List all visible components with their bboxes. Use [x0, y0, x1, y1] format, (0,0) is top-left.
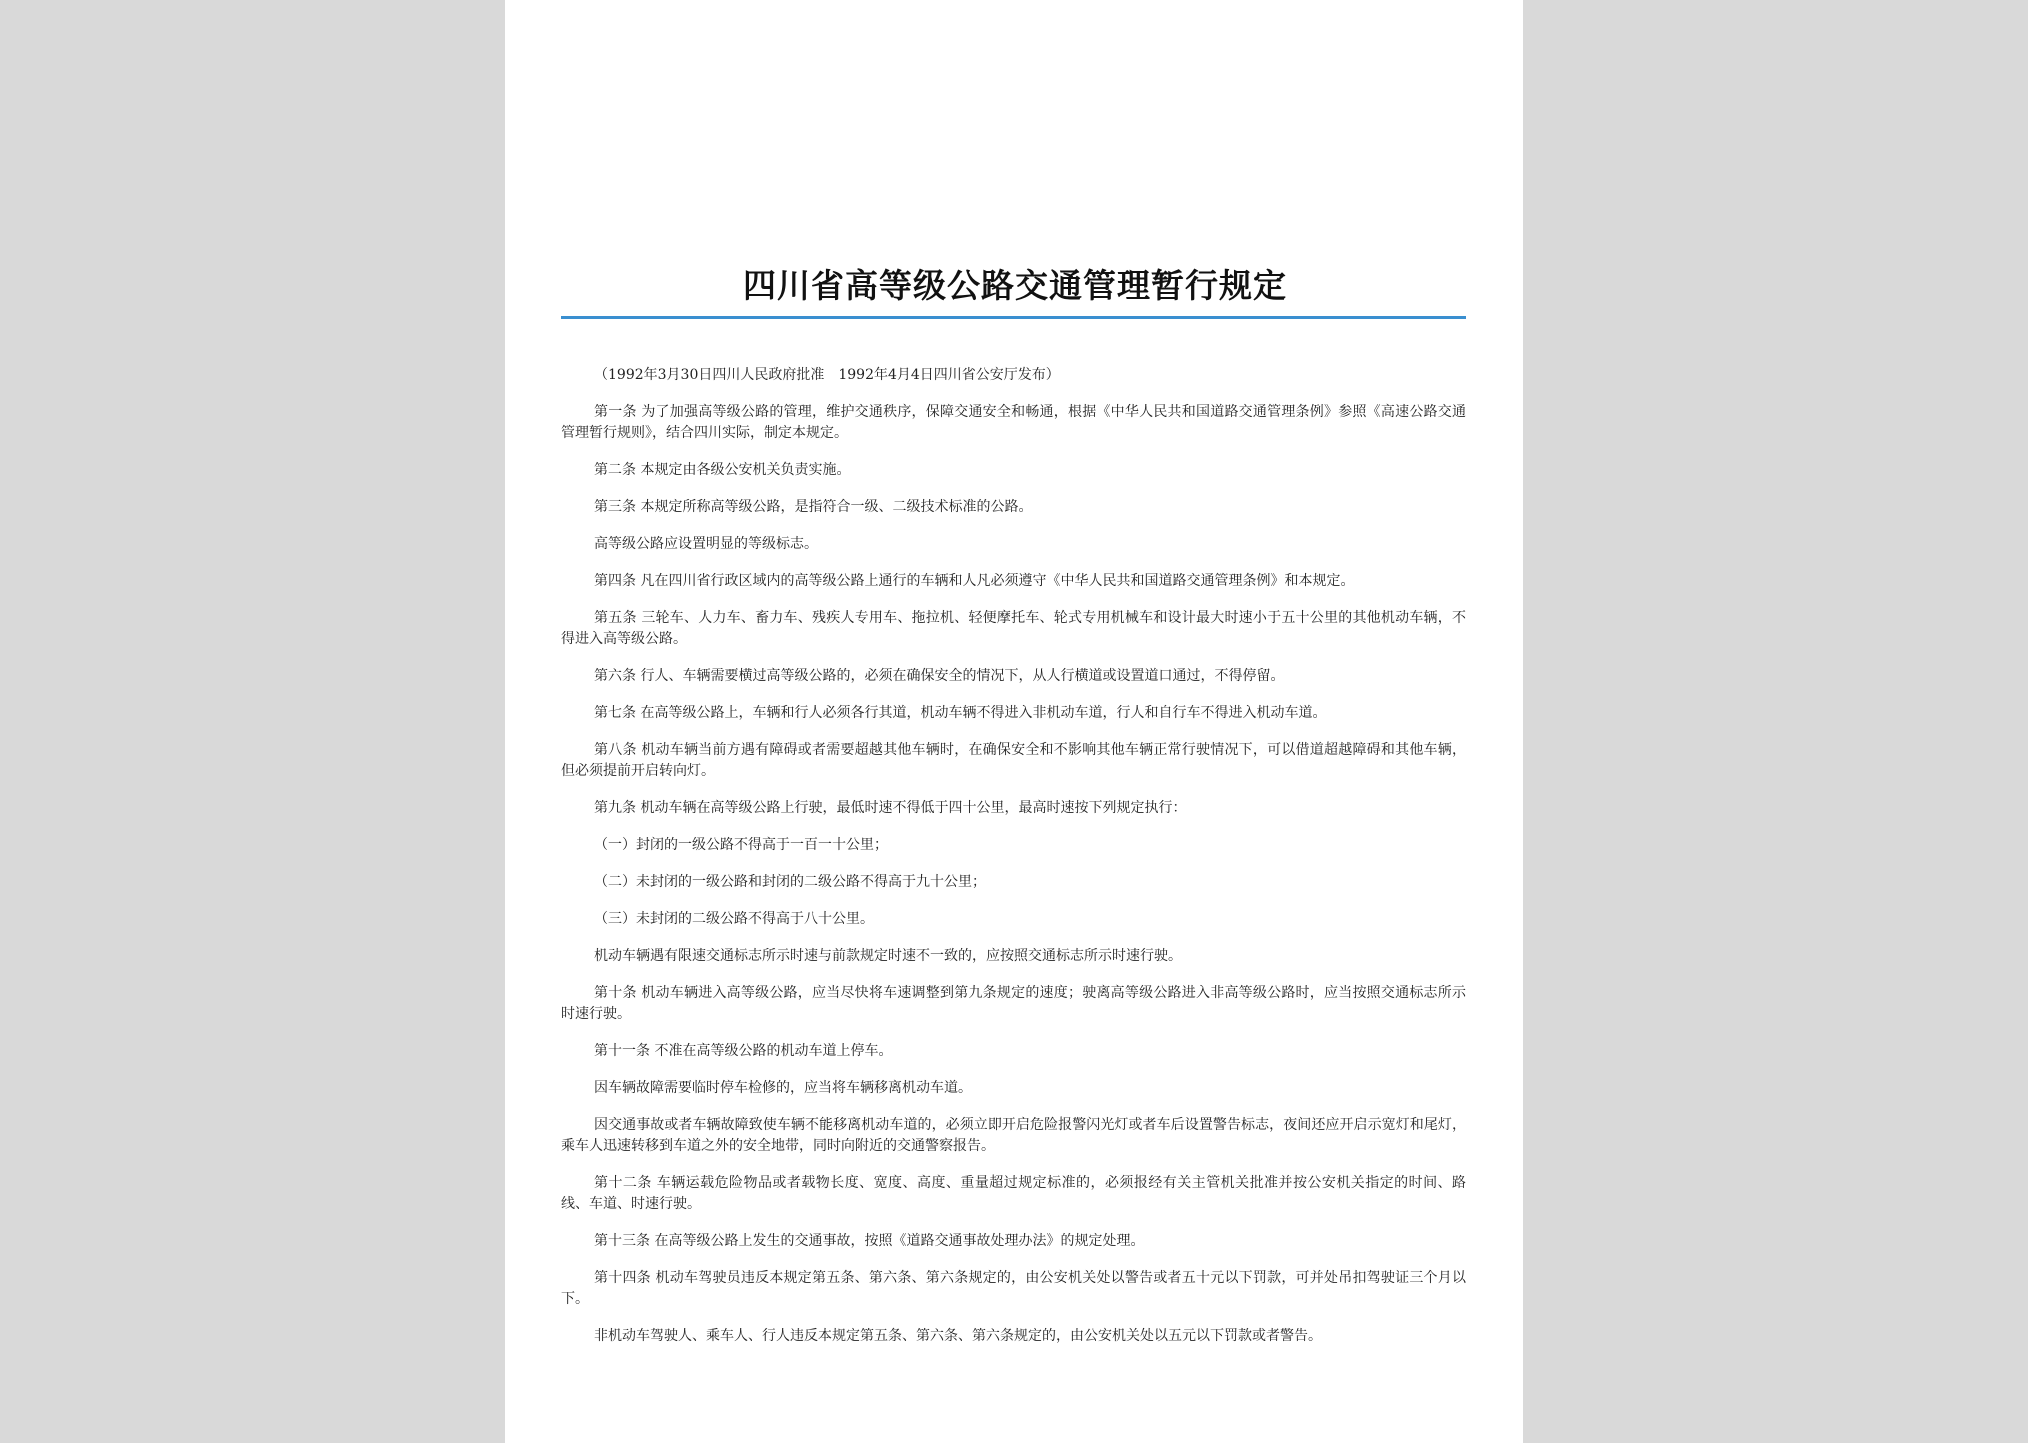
article-9-item-1: （一）封闭的一级公路不得高于一百一十公里； [594, 837, 888, 853]
approval-note: （1992年3月30日四川人民政府批准 1992年4月4日四川省公安厅发布） [594, 367, 1060, 383]
document-title: 四川省高等级公路交通管理暂行规定 [743, 266, 1287, 305]
document-page [505, 0, 1523, 1443]
article-3: 第三条 本规定所称高等级公路，是指符合一级、二级技术标准的公路。 [594, 499, 1033, 515]
article-13: 第十三条 在高等级公路上发生的交通事故，按照《道路交通事故处理办法》的规定处理。 [594, 1233, 1145, 1249]
title-divider [561, 316, 1466, 319]
document-body [561, 365, 1466, 1363]
article-11-clause-1: 因车辆故障需要临时停车检修的，应当将车辆移离机动车道。 [594, 1080, 972, 1096]
article-9: 第九条 机动车辆在高等级公路上行驶，最低时速不得低于四十公里，最高时速按下列规定执行： [594, 800, 1187, 816]
article-5: 第五条 三轮车、人力车、畜力车、残疾人专用车、拖拉机、轻便摩托车、轮式专用机械车和设计最大时速小于五十公里的其他机动车辆，不得进入高等级公路。 [561, 610, 1466, 647]
article-9-item-2: （二）未封闭的一级公路和封闭的二级公路不得高于九十公里； [594, 874, 986, 890]
article-2: 第二条 本规定由各级公安机关负责实施。 [594, 462, 851, 478]
article-1: 第一条 为了加强高等级公路的管理，维护交通秩序，保障交通安全和畅通，根据《中华人民共和国道路交通管理条例》参照《高速公路交通管理暂行规则》，结合四川实际，制定本规定。 [561, 404, 1466, 441]
article-12: 第十二条 车辆运载危险物品或者载物长度、宽度、高度、重量超过规定标准的，必须报经有关主管机关批准并按公安机关指定的时间、路线、车道、时速行驶。 [561, 1175, 1466, 1212]
article-14: 第十四条 机动车驾驶员违反本规定第五条、第六条、第六条规定的，由公安机关处以警告或者五十元以下罚款，可并处吊扣驾驶证三个月以下。 [561, 1270, 1466, 1307]
article-8: 第八条 机动车辆当前方遇有障碍或者需要超越其他车辆时，在确保安全和不影响其他车辆正常行驶情况下，可以借道超越障碍和其他车辆，但必须提前开启转向灯。 [561, 742, 1466, 779]
article-7: 第七条 在高等级公路上，车辆和行人必须各行其道，机动车辆不得进入非机动车道，行人和自行车不得进入机动车道。 [594, 705, 1327, 721]
article-11: 第十一条 不准在高等级公路的机动车道上停车。 [594, 1043, 893, 1059]
article-9-item-3: （三）未封闭的二级公路不得高于八十公里。 [594, 911, 874, 927]
article-11-clause-2: 因交通事故或者车辆故障致使车辆不能移离机动车道的，必须立即开启危险报警闪光灯或者车后设置警告标志，夜间还应开启示宽灯和尾灯，乘车人迅速转移到车道之外的安全地带，同时向附近的交通警察报告。 [561, 1117, 1466, 1154]
article-10: 第十条 机动车辆进入高等级公路，应当尽快将车速调整到第九条规定的速度；驶离高等级公路进入非高等级公路时，应当按照交通标志所示时速行驶。 [561, 985, 1466, 1022]
article-14-clause: 非机动车驾驶人、乘车人、行人违反本规定第五条、第六条、第六条规定的，由公安机关处以五元以下罚款或者警告。 [594, 1328, 1322, 1344]
article-3-clause: 高等级公路应设置明显的等级标志。 [594, 536, 818, 552]
article-9-clause: 机动车辆遇有限速交通标志所示时速与前款规定时速不一致的，应按照交通标志所示时速行驶。 [594, 948, 1182, 964]
article-4: 第四条 凡在四川省行政区域内的高等级公路上通行的车辆和人凡必须遵守《中华人民共和国道路交通管理条例》和本规定。 [594, 573, 1355, 589]
article-6: 第六条 行人、车辆需要横过高等级公路的，必须在确保安全的情况下，从人行横道或设置道口通过，不得停留。 [594, 668, 1285, 684]
